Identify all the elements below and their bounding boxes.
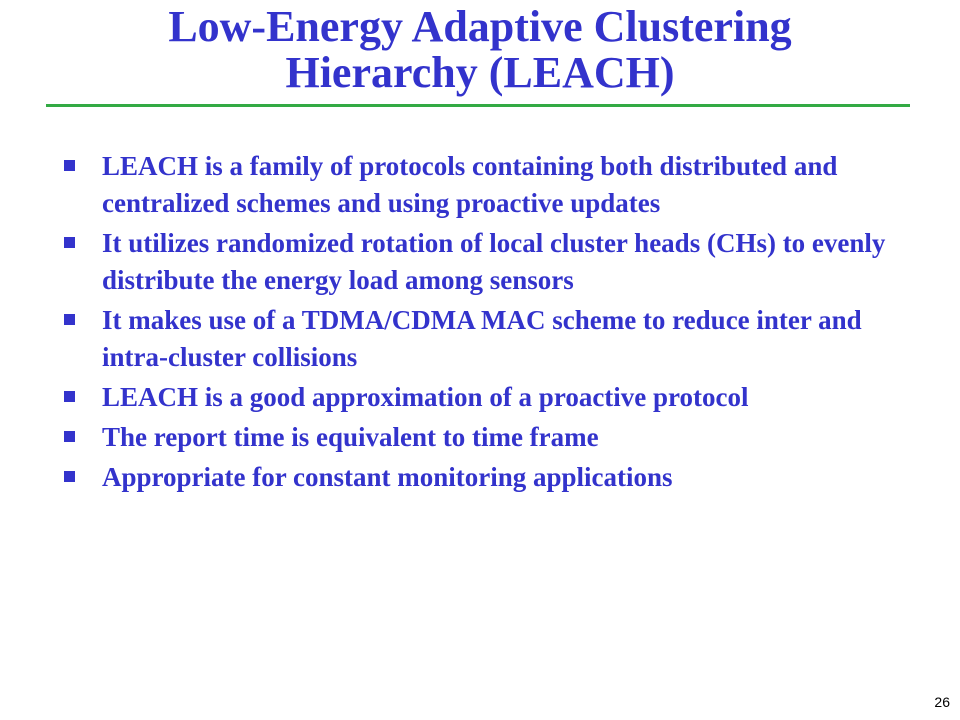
bullet-text: The report time is equivalent to time frame <box>102 422 599 452</box>
bullet-item <box>64 225 924 299</box>
square-bullet-icon <box>64 237 75 248</box>
bullet-text: It utilizes randomized rotation of local cluster heads (CHs) to evenly distribute the energy load among sensors <box>102 228 886 295</box>
bullet-text: LEACH is a family of protocols containing both distributed and centralized schemes and using proactive updates <box>102 151 838 218</box>
bullet-item <box>64 379 924 416</box>
bullet-item <box>64 459 924 496</box>
slide-title <box>40 4 920 96</box>
square-bullet-icon <box>64 391 75 402</box>
bullet-list <box>64 148 924 499</box>
square-bullet-icon <box>64 160 75 171</box>
square-bullet-icon <box>64 431 75 442</box>
title-divider <box>46 104 910 107</box>
bullet-item <box>64 302 924 376</box>
square-bullet-icon <box>64 314 75 325</box>
slide-title-line-1: Low-Energy Adaptive Clustering <box>168 2 792 51</box>
bullet-text: Appropriate for constant monitoring applications <box>102 462 673 492</box>
bullet-item <box>64 419 924 456</box>
bullet-item <box>64 148 924 222</box>
bullet-text: It makes use of a TDMA/CDMA MAC scheme to reduce inter and intra-cluster collisions <box>102 305 862 372</box>
page-number: 26 <box>934 694 950 710</box>
slide-title-line-2: Hierarchy (LEACH) <box>285 48 675 97</box>
bullet-text: LEACH is a good approximation of a proactive protocol <box>102 382 749 412</box>
square-bullet-icon <box>64 471 75 482</box>
